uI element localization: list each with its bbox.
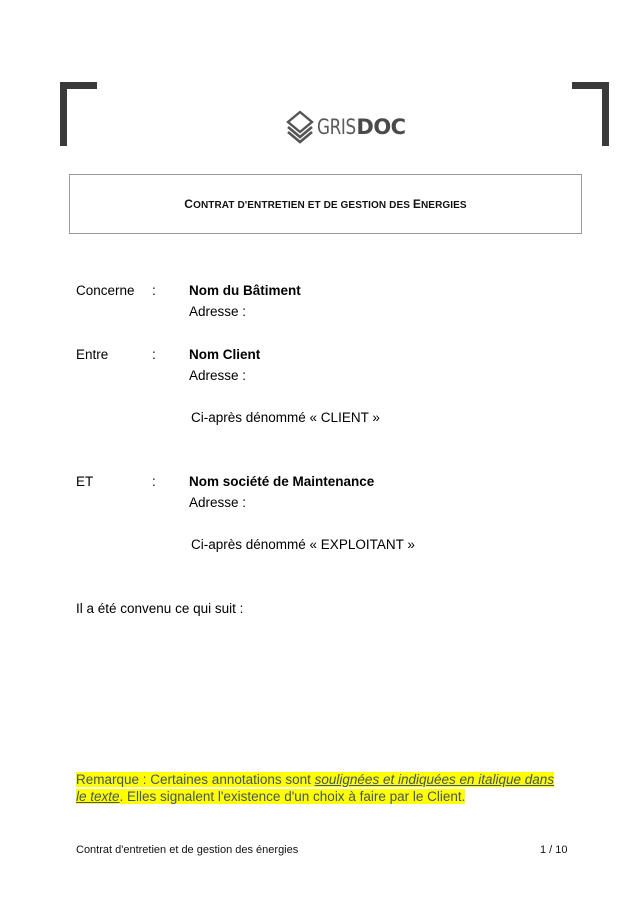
corner-mark-right-vertical	[602, 82, 609, 146]
party-colon: :	[152, 474, 156, 489]
title-initial-2: E	[412, 197, 421, 211]
document-title	[184, 197, 466, 211]
building-address: Adresse :	[189, 304, 247, 319]
maintenance-company-name: Nom société de Maintenance	[189, 474, 375, 489]
party-label-concerne: Concerne	[76, 283, 135, 298]
footer-page-number: 1 / 10	[540, 844, 568, 856]
document-title-box	[69, 174, 582, 234]
party-colon: :	[152, 347, 156, 362]
client-address: Adresse :	[189, 368, 247, 383]
corner-mark-left	[60, 82, 97, 146]
remark-prefix: Remarque : Certaines annotations sont	[76, 772, 315, 787]
footer-document-title: Contrat d'entretien et de gestion des énergies	[76, 844, 299, 856]
party-label-entre: Entre	[76, 347, 109, 362]
logo-wordmark-light: GRIS	[317, 114, 356, 139]
title-part: ONTRAT D'ENTRETIEN ET DE GESTION DES	[193, 200, 413, 211]
grisdoc-logo	[286, 107, 406, 147]
remark-emphasis: soulignées et indiquées en italique dans le texte	[76, 772, 555, 804]
title-initial: C	[184, 197, 194, 211]
client-designation: Ci-après dénommé « CLIENT »	[191, 410, 380, 425]
stacked-layers-icon	[286, 110, 314, 144]
maintenance-company-designation: Ci-après dénommé « EXPLOITANT »	[191, 537, 415, 552]
party-label-et: ET	[76, 474, 94, 489]
logo-wordmark-bold: DOC	[356, 114, 406, 139]
maintenance-company-address: Adresse :	[189, 495, 247, 510]
corner-mark-right	[572, 82, 609, 146]
building-name: Nom du Bâtiment	[189, 283, 301, 298]
title-part-2: NERGIES	[420, 200, 467, 211]
remark-note	[76, 771, 556, 805]
corner-mark-left-vertical	[60, 82, 67, 146]
remark-suffix: . Elles signalent l'existence d'un choix à faire par le Client.	[119, 789, 466, 804]
party-colon: :	[152, 283, 156, 298]
client-name: Nom Client	[189, 347, 261, 362]
logo-wordmark	[317, 114, 406, 139]
agreement-statement: Il a été convenu ce qui suit :	[76, 601, 244, 616]
